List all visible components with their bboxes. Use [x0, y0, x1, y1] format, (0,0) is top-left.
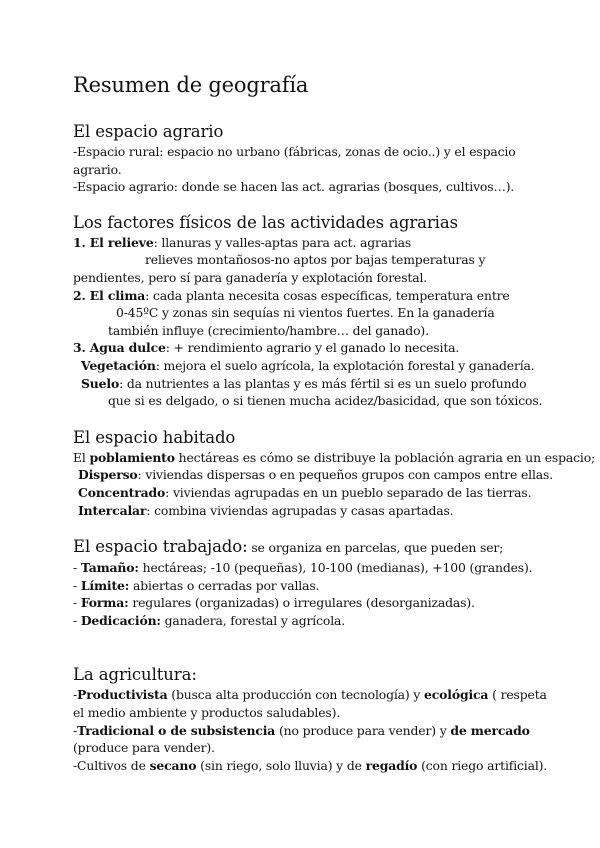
heading-intro: se organiza en parcelas, que pueden ser;	[247, 540, 504, 556]
text-relieve: : llanuras y valles-aptas para act. agrarias	[153, 234, 412, 250]
text-line-cultivos	[73, 757, 553, 775]
text-line-concentrado	[73, 484, 553, 502]
text-fragment: hectáreas es cómo se distribuye la población agraria en un espacio;	[174, 449, 596, 465]
section-heading-espacio-agrario: El espacio agrario	[73, 122, 224, 141]
spacer	[73, 629, 553, 664]
text-line-tradicional: -Tradicional o de subsistencia (no produce para vender) y de mercado	[73, 722, 530, 738]
text-fragment: (no produce para vender) y	[275, 722, 451, 738]
text-line: también influye (crecimiento/hambre… del ganado).	[108, 322, 429, 338]
text-line-poblamiento	[73, 449, 596, 467]
text-agua: : + rendimiento agrario y el ganado lo necesita.	[165, 340, 460, 356]
text-vegetacion: : mejora el suelo agrícola, la explotación forestal y ganadería.	[155, 357, 535, 373]
text-concentrado: : viviendas agrupadas en un pueblo separado de las tierras.	[165, 484, 532, 500]
text-fragment: -Cultivos de	[73, 757, 150, 773]
term-tamano: Tamaño:	[80, 560, 139, 576]
text-line-vegetacion	[73, 357, 553, 375]
text-line: -Espacio rural: espacio no urbano (fábricas, zonas de ocio..) y el espacio	[73, 144, 516, 159]
text-line-productivista: -Productivista (busca alta producción con tecnología) y ecológica ( respeta	[73, 687, 547, 703]
term-de-mercado: de mercado	[450, 722, 530, 738]
text-fragment: El	[73, 449, 90, 465]
text-fragment: (sin riego, solo lluvia) y de	[196, 757, 366, 773]
term-intercalar: Intercalar	[78, 502, 147, 518]
term-productivista: Productivista	[77, 687, 168, 703]
term-vegetacion: Vegetación	[81, 357, 156, 373]
term-regadio: regadío	[365, 757, 418, 773]
text-line-dedicacion: - Dedicación: ganadera, forestal y agrícola.	[73, 612, 346, 628]
text-line: el medio ambiente y productos saludables).	[73, 705, 341, 721]
text-line: (produce para vender).	[73, 740, 215, 756]
spacer	[73, 519, 553, 536]
text-dedicacion: ganadera, forestal y agrícola.	[160, 612, 346, 628]
page-title: Resumen de geografía	[73, 73, 309, 97]
term-poblamiento: poblamiento	[89, 449, 175, 465]
text-fragment: (con riego artificial).	[417, 757, 548, 773]
text-limite: abiertas o cerradas por vallas.	[129, 577, 320, 593]
term-ecologica: ecológica	[424, 687, 489, 703]
section-heading-espacio-habitado: El espacio habitado	[73, 427, 236, 447]
text-tamano: hectáreas; -10 (pequeñas), 10-100 (medianas), +100 (grandes).	[138, 560, 533, 576]
text-line: agrario.	[73, 161, 122, 177]
text-line-agua	[73, 339, 553, 357]
term-clima: 2. El clima	[73, 287, 146, 303]
term-concentrado: Concentrado	[78, 484, 166, 500]
text-line-relieve	[73, 234, 553, 252]
text-line: que si es delgado, o si tienen mucha acidez/basicidad, que son tóxicos.	[108, 393, 543, 409]
text-line: -Espacio agrario: donde se hacen las act. agrarias (bosques, cultivos…).	[73, 179, 515, 195]
text-line-tamano: - Tamaño: hectáreas; -10 (pequeñas), 10-100 (medianas), +100 (grandes).	[73, 560, 533, 576]
text-clima: : cada planta necesita cosas específicas, temperatura entre	[145, 287, 510, 303]
text-line-intercalar	[73, 502, 553, 520]
text-forma: regulares (organizadas) o irregulares (desorganizadas).	[128, 595, 475, 611]
spacer	[73, 410, 553, 427]
spacer	[73, 106, 553, 121]
text-line-limite: - Límite: abiertas o cerradas por vallas.	[73, 577, 320, 593]
term-dedicacion: Dedicación:	[80, 612, 161, 628]
term-suelo: Suelo	[81, 375, 120, 391]
text-fragment: ( respeta	[488, 687, 547, 703]
text-line: 0-45ºC y zonas sin sequías ni vientos fuertes. En la ganadería	[116, 305, 495, 321]
text-line-suelo	[73, 375, 553, 393]
text-suelo: : da nutrientes a las plantas y es más fértil si es un suelo profundo	[119, 375, 527, 391]
text-line-disperso	[73, 466, 553, 484]
spacer	[73, 196, 553, 212]
term-relieve: 1. El relieve	[73, 234, 154, 250]
section-heading-agricultura: La agricultura:	[73, 665, 197, 685]
term-tradicional: Tradicional o de subsistencia	[77, 722, 276, 738]
text-line-forma: - Forma: regulares (organizadas) o irregulares (desorganizadas).	[73, 595, 475, 611]
text-fragment: (busca alta producción con tecnología) y	[167, 687, 425, 703]
term-limite: Límite:	[80, 577, 130, 593]
term-agua-dulce: 3. Agua dulce	[73, 340, 166, 356]
term-forma: Forma:	[80, 595, 129, 611]
term-secano: secano	[149, 757, 197, 773]
text-intercalar: : combina viviendas agrupadas y casas apartadas.	[146, 502, 454, 518]
text-line-clima	[73, 287, 553, 305]
text-line: pendientes, pero sí para ganadería y explotación forestal.	[73, 269, 428, 285]
term-disperso: Disperso	[78, 467, 138, 483]
document-page	[73, 70, 596, 774]
section-heading-factores-fisicos: Los factores físicos de las actividades agrarias	[73, 212, 458, 232]
text-disperso: : viviendas dispersas o en pequeños grupos con campos entre ellas.	[137, 467, 554, 483]
heading-text: El espacio trabajado:	[73, 537, 248, 557]
text-line: relieves montañosos-no aptos por bajas temperaturas y	[145, 252, 486, 268]
section-heading-espacio-trabajado	[73, 536, 553, 559]
